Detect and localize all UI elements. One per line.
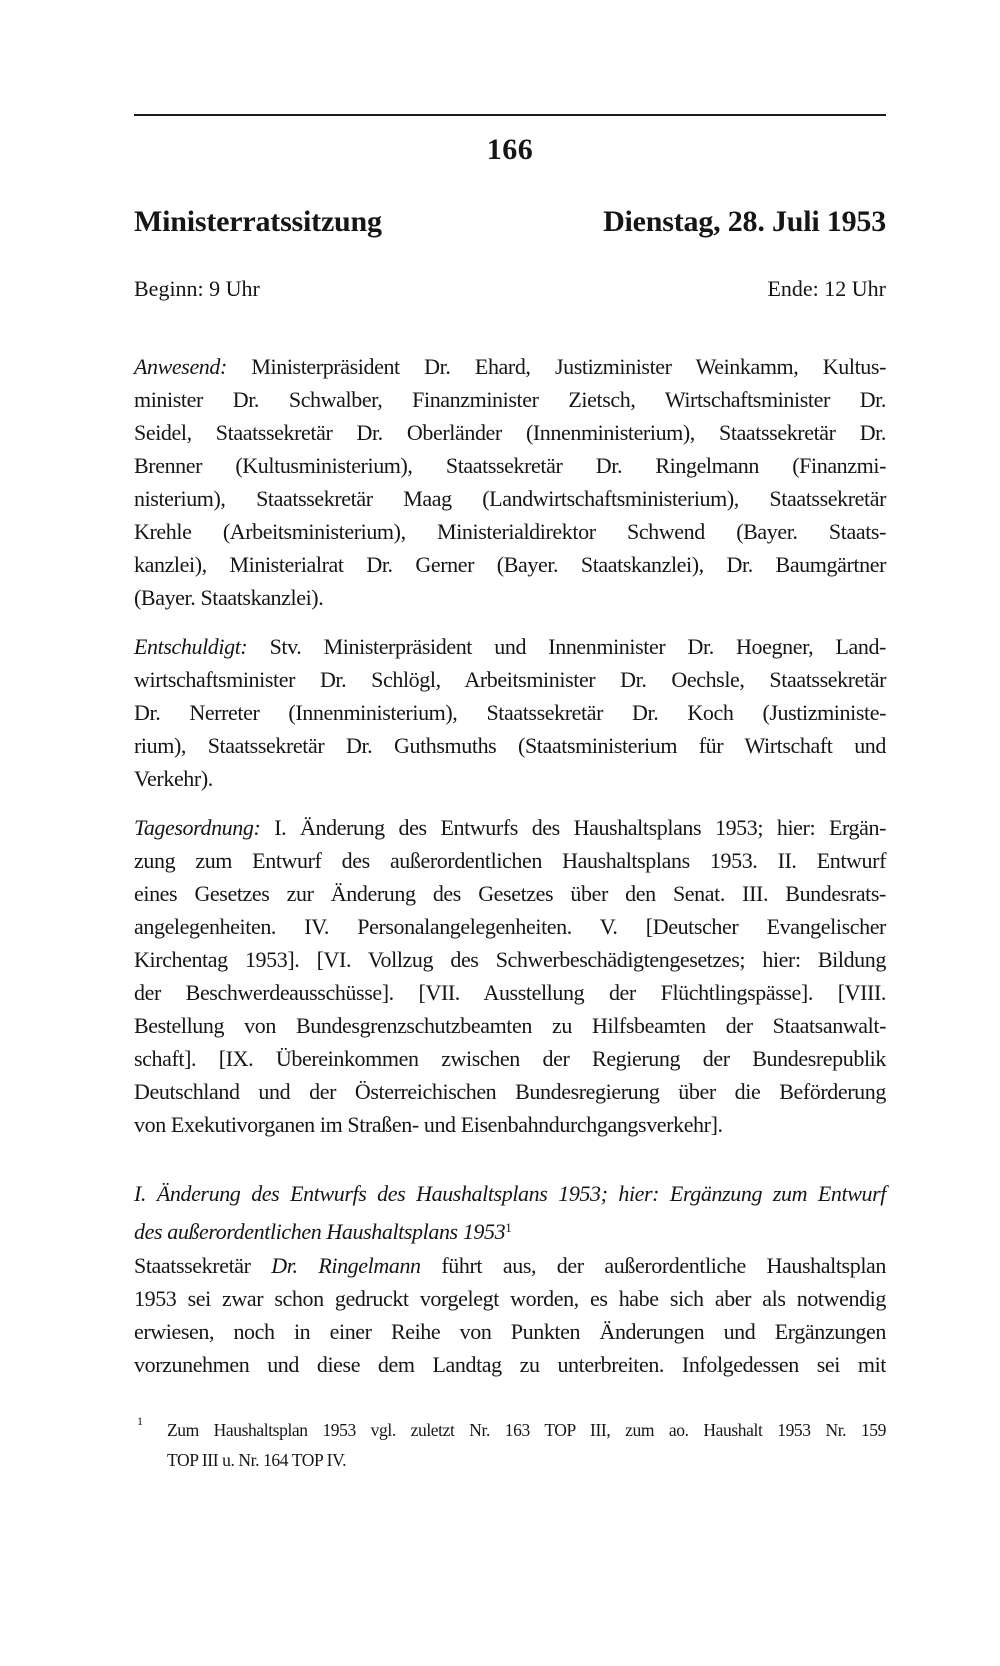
text-segment: eines Gesetzes zur Änderung des Gesetzes über den Senat. III. Bundesrats-	[134, 881, 886, 906]
text-segment: schaft]. [IX. Übereinkommen zwischen der Regierung der Bundesrepublik	[134, 1046, 886, 1071]
text-line	[134, 1177, 886, 1211]
text-line	[134, 1315, 886, 1348]
paragraph-tagesordnung	[134, 811, 886, 1141]
text-line	[134, 943, 886, 976]
text-segment: Bestellung von Bundesgrenzschutzbeamten zu Hilfsbeamten der Staatsanwalt-	[134, 1013, 886, 1038]
text-segment: Zum Haushaltsplan 1953 vgl. zuletzt Nr. 163 TOP III, zum ao. Haushalt 1953 Nr. 159	[167, 1420, 886, 1440]
header-rule	[134, 114, 886, 116]
text-segment: TOP III u. Nr. 164 TOP IV.	[167, 1450, 347, 1470]
text-segment: der Beschwerdeausschüsse]. [VII. Ausstellung der Flüchtlingspässe]. [VIII.	[134, 980, 886, 1005]
text-segment: Kirchentag 1953]. [VI. Vollzug des Schwerbeschädigtengesetzes; hier: Bildung	[134, 947, 886, 972]
text-segment: vorzunehmen und diese dem Landtag zu unterbreiten. Infolgedessen sei mit	[134, 1352, 886, 1377]
italic-text: Entschuldigt:	[134, 634, 270, 659]
text-line	[134, 548, 886, 581]
text-line	[134, 515, 886, 548]
italic-text: des außerordentlichen Haushaltsplans 1953	[134, 1219, 506, 1244]
footnote-marker: 1	[137, 1414, 143, 1428]
italic-text: Tagesordnung:	[134, 815, 275, 840]
text-segment: angelegenheiten. IV. Personalangelegenheiten. V. [Deutscher Evangelischer	[134, 914, 886, 939]
text-line	[134, 581, 886, 614]
text-line	[134, 1042, 886, 1075]
footnote-text	[167, 1415, 886, 1475]
text-line	[134, 416, 886, 449]
text-segment: Dr. Nerreter (Innenministerium), Staatssekretär Dr. Koch (Justizministe-	[134, 700, 886, 725]
paragraph-ringelmann	[134, 1249, 886, 1381]
paragraph-entschuldigt	[134, 630, 886, 795]
text-line	[134, 663, 886, 696]
text-line	[134, 696, 886, 729]
text-segment: (Bayer. Staatskanzlei).	[134, 585, 324, 610]
text-segment: nisterium), Staatssekretär Maag (Landwirtschaftsministerium), Staatssekretär	[134, 486, 886, 511]
section-heading	[134, 1177, 886, 1249]
text-segment: Verkehr).	[134, 766, 213, 791]
text-line	[134, 1211, 886, 1249]
text-line	[134, 383, 886, 416]
text-segment: von Exekutivorganen im Straßen- und Eisenbahndurchgangsverkehr].	[134, 1112, 723, 1137]
text-line	[134, 976, 886, 1009]
text-line	[134, 877, 886, 910]
text-line	[134, 762, 886, 795]
footnote	[134, 1415, 886, 1475]
session-title: Ministerratssitzung	[134, 205, 382, 238]
paragraph-anwesend	[134, 350, 886, 614]
page-content	[134, 114, 886, 1475]
text-line	[134, 350, 886, 383]
text-line	[134, 630, 886, 663]
text-line	[134, 1282, 886, 1315]
text-segment: Seidel, Staatssekretär Dr. Oberländer (Innenministerium), Staatssekretär Dr.	[134, 420, 886, 445]
text-line	[134, 1348, 886, 1381]
text-segment: Staatssekretär	[134, 1253, 272, 1278]
begin-time: Beginn: 9 Uhr	[134, 276, 260, 301]
session-header	[134, 202, 886, 242]
text-segment: Brenner (Kultusministerium), Staatssekretär Dr. Ringelmann (Finanzmi-	[134, 453, 886, 478]
text-segment: Ministerpräsident Dr. Ehard, Justizminister Weinkamm, Kultus-	[251, 354, 886, 379]
text-segment: 1953 sei zwar schon gedruckt vorgelegt worden, es habe sich aber als notwendig	[134, 1286, 886, 1311]
text-segment: I. Änderung des Entwurfs des Haushaltsplans 1953; hier: Ergän-	[274, 815, 887, 840]
text-segment: wirtschaftsminister Dr. Schlögl, Arbeitsminister Dr. Oechsle, Staatssekretär	[134, 667, 886, 692]
text-line	[134, 1249, 886, 1282]
text-segment: rium), Staatssekretär Dr. Guthsmuths (Staatsministerium für Wirtschaft und	[134, 733, 886, 758]
text-segment: Deutschland und der Österreichischen Bundesregierung über die Beförderung	[134, 1079, 886, 1104]
text-line	[134, 1108, 886, 1141]
page-number: 166	[486, 133, 534, 166]
text-segment: minister Dr. Schwalber, Finanzminister Zietsch, Wirtschaftsminister Dr.	[134, 387, 886, 412]
text-line	[167, 1445, 886, 1475]
text-line	[134, 1009, 886, 1042]
text-segment: führt aus, der außerordentliche Haushaltsplan	[420, 1253, 886, 1278]
italic-text: Anwesend:	[134, 354, 252, 379]
text-line	[134, 449, 886, 482]
session-date: Dienstag, 28. Juli 1953	[603, 205, 886, 238]
text-line	[134, 729, 886, 762]
text-segment: erwiesen, noch in einer Reihe von Punkten Änderungen und Ergänzungen	[134, 1319, 886, 1344]
text-line	[134, 811, 886, 844]
times-row	[134, 274, 886, 304]
superscript-ref: 1	[505, 1220, 512, 1235]
text-segment: kanzlei), Ministerialrat Dr. Gerner (Bayer. Staatskanzlei), Dr. Baumgärtner	[134, 552, 886, 577]
text-line	[134, 482, 886, 515]
text-line	[134, 844, 886, 877]
text-segment: Stv. Ministerpräsident und Innenminister Dr. Hoegner, Land-	[269, 634, 886, 659]
italic-text: Dr. Ringelmann	[271, 1253, 421, 1278]
text-segment: Krehle (Arbeitsministerium), Ministerialdirektor Schwend (Bayer. Staats-	[134, 519, 886, 544]
text-line	[134, 910, 886, 943]
text-line	[134, 1075, 886, 1108]
text-segment: zung zum Entwurf des außerordentlichen Haushaltsplans 1953. II. Entwurf	[134, 848, 886, 873]
end-time: Ende: 12 Uhr	[767, 276, 886, 301]
text-line	[167, 1415, 886, 1445]
italic-text: I. Änderung des Entwurfs des Haushaltsplans 1953; hier: Ergänzung zum Entwurf	[134, 1181, 886, 1206]
